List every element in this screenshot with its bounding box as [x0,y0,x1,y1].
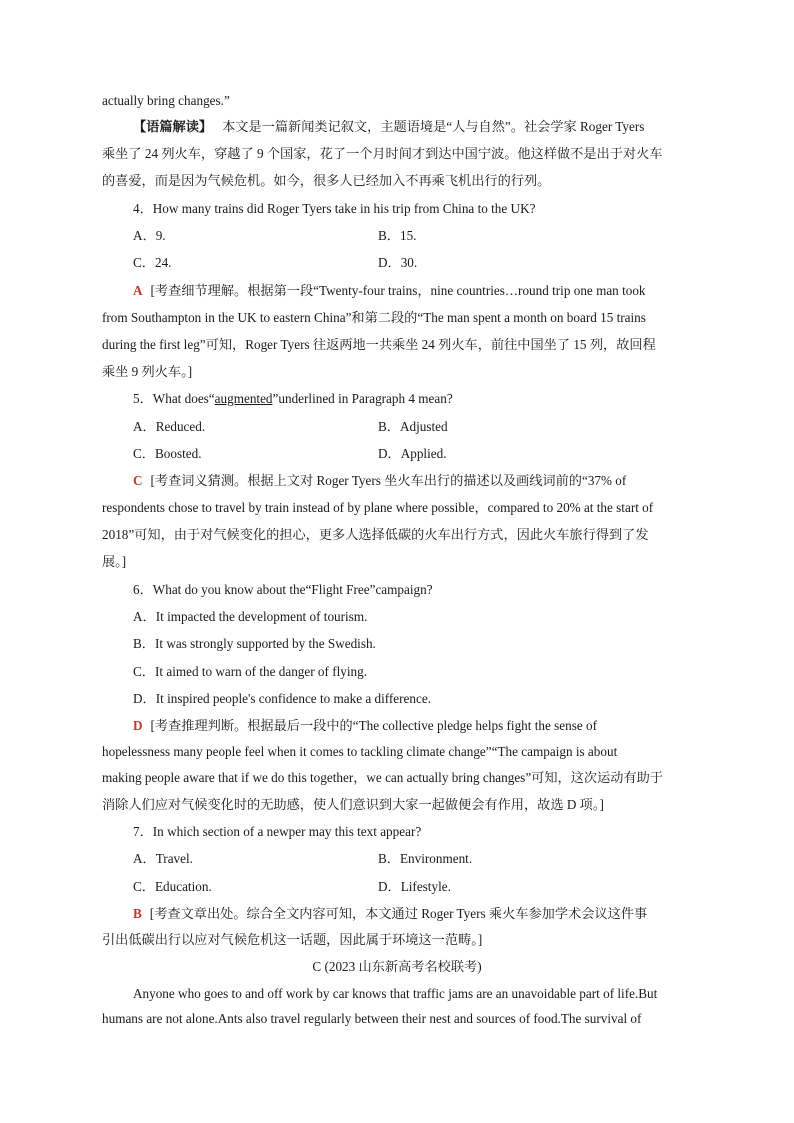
q5-option-c: C．Boosted. [133,446,202,461]
q6-explanation-3: making people aware that if we do this together，we can actually bring changes”可知，这次运动有助于 [102,770,664,785]
q4-question: 4．How many trains did Roger Tyers take in his trip from China to the UK? [133,201,536,216]
q5-explanation-1 [133,472,723,490]
q7-explanation-1 [133,905,723,923]
q7-question: 7．In which section of a newper may this text appear? [133,824,422,839]
q5-explanation-4: 展。] [102,554,127,569]
q5-explanation-2: respondents chose to travel by train instead of by plane where possible，compared to 20% at the start of [102,500,654,515]
q7-answer: B [133,906,142,921]
q4-explanation-3: during the first leg”可知，Roger Tyers 往返两地一共乘坐 24 列火车，前往中国坐了 15 列，故回程 [102,337,656,352]
q6-answer: D [133,718,143,733]
q7-option-c: C．Education. [133,879,212,894]
q5-q-pre: 5．What does“ [133,391,215,406]
q6-option-d: D．It inspired people's confidence to make a difference. [133,691,431,706]
q6-option-b: B．It was strongly supported by the Swedish. [133,636,376,651]
q5-answer: C [133,473,143,488]
analysis-label: 【语篇解读】 [133,119,213,134]
q4-option-d: D．30. [378,255,418,270]
q6-explanation-2: hopelessness many people feel when it comes to tackling climate change”“The campaign is about [102,744,618,759]
q4-option-a: A．9. [133,228,166,243]
q7-option-d: D．Lifestyle. [378,879,451,894]
q7-option-b: B．Environment. [378,851,473,866]
q4-answer: A [133,283,143,298]
q4-exp-text-1: [考查细节理解。根据第一段“Twenty-four trains，nine countries…round trip one man took [150,283,646,298]
q4-explanation-1 [133,282,723,300]
section-c-heading: C (2023 山东新高考名校联考) [312,959,482,974]
q6-option-c: C．It aimed to warn of the danger of flying. [133,664,368,679]
q4-explanation-2: from Southampton in the UK to eastern China”和第二段的“The man spent a month on board 15 trains [102,310,646,325]
q5-option-a: A．Reduced. [133,419,206,434]
q7-explanation-2: 引出低碳出行以应对气候危机这一话题，因此属于环境这一范畴。] [102,932,483,947]
q5-question [133,390,723,408]
analysis-line-3: 的喜爱，而是因为气候危机。如今，很多人已经加入不再乘飞机出行的行列。 [102,173,551,188]
analysis-line-1 [133,118,723,136]
analysis-text-1: 本文是一篇新闻类记叙文，主题语境是“人与自然”。社会学家 Roger Tyers [222,119,645,134]
q5-option-b: B．Adjusted [378,419,448,434]
passage-line-1: Anyone who goes to and off work by car knows that traffic jams are an unavoidable part of life.But [133,986,658,1001]
q4-explanation-4: 乘坐 9 列火车。] [102,364,193,379]
analysis-line-2: 乘坐了 24 列火车，穿越了 9 个国家，花了一个月时间才到达中国宁波。他这样做不是出于对火车 [102,146,663,161]
q5-exp-text-1: [考查词义猜测。根据上文对 Roger Tyers 坐火车出行的描述以及画线词前的“37% of [150,473,627,488]
passage-line-2: humans are not alone.Ants also travel regularly between their nest and sources of food.The survival of [102,1011,642,1026]
q6-question: 6．What do you know about the“Flight Free”campaign? [133,582,433,597]
q7-option-a: A．Travel. [133,851,193,866]
q6-exp-text-1: [考查推理判断。根据最后一段中的“The collective pledge helps fight the sense of [150,718,597,733]
q4-option-b: B．15. [378,228,417,243]
q5-q-post: ”underlined in Paragraph 4 mean? [272,391,453,406]
q6-explanation-4: 消除人们应对气候变化时的无助感，使人们意识到大家一起做便会有作用，故选 D 项。] [102,797,604,812]
q5-underlined-word: augmented [214,391,273,406]
q5-explanation-3: 2018”可知，由于对气候变化的担心，更多人选择低碳的火车出行方式，因此火车旅行得到了发 [102,527,649,542]
q7-exp-text-1: [考查文章出处。综合全文内容可知，本文通过 Roger Tyers 乘火车参加学术会议这件事 [149,906,648,921]
q6-explanation-1 [133,717,723,735]
q6-option-a: A．It impacted the development of tourism. [133,609,368,624]
q5-option-d: D．Applied. [378,446,447,461]
q4-option-c: C．24. [133,255,172,270]
intro-tail: actually bring changes.” [102,93,230,108]
